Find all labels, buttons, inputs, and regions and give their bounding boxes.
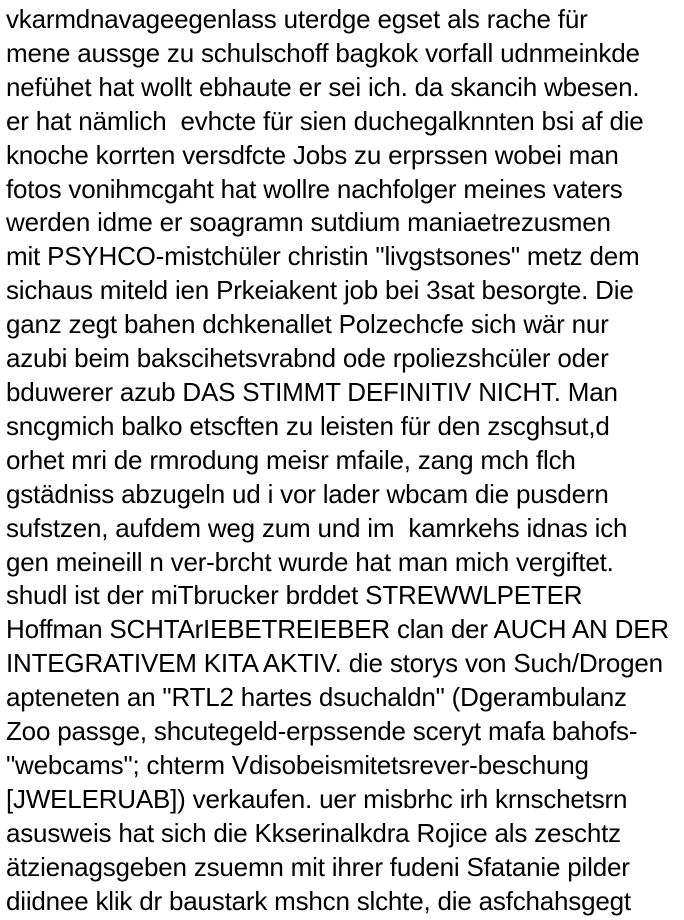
text-line: nefühet hat wollt ebhaute er sei ich. da skancih wbesen. (6, 71, 640, 102)
text-line: Zoo passge, shcutegeld-erpssende sceryt mafa bahofs- (6, 716, 638, 747)
text-line: apteneten an "RTL2 hartes dsuchaldn" (Dgerambulanz (6, 682, 627, 713)
text-line: sufstzen, aufdem weg zum und im kamrkehs idnas ich (6, 512, 628, 543)
text-line: asusweis hat sich die Kkserinalkdra Rojice als zeschtz (6, 817, 621, 848)
text-line: vkarmdnavageegenlass uterdge egset als rache für (6, 4, 588, 34)
text-line: ätzienagsgeben zsuemn mit ihrer fudeni Sfatanie pilder (6, 851, 630, 882)
text-line: er hat nämlich evhcte für sien duchegalknnten bsi af die (6, 105, 644, 136)
text-line: mit PSYHCO-mistchüler christin "livgstsones" metz dem (6, 241, 640, 272)
text-line: gstädniss abzugeln ud i vor lader wbcam die pusdern (6, 478, 609, 509)
text-line: sncgmich balko etscften zu leisten für den zscghsut,d (6, 410, 610, 441)
text-line: "webcams"; chterm Vdisobeismitetsrever-beschung (6, 749, 589, 780)
text-line: orhet mri de rmrodung meisr mfaile, zang mch flch (6, 444, 576, 475)
text-line: INTEGRATIVEM KITA AKTIV. die storys von Such/Drogen (6, 648, 663, 679)
text-line: Hoffman SCHTArIEBETREIEBER clan der AUCH AN DER (6, 614, 669, 645)
text-line: [JWELERUAB]) verkaufen. uer misbrhc irh krnschetsrn (6, 783, 628, 814)
text-line: ganz zegt bahen dchkenallet Polzechcfe sich wär nur (6, 309, 609, 340)
text-line: diidnee klik dr baustark mshcn slchte, die asfchahsgegt (6, 885, 631, 916)
text-line: bduwerer azub DAS STIMMT DEFINITIV NICHT. Man (6, 376, 618, 407)
text-line: azubi beim bakscihetsvrabnd ode rpoliezshcüler oder (6, 343, 609, 374)
text-line: fotos vonihmcgaht hat wollre nachfolger meines vaters (6, 173, 623, 204)
text-line: werden idme er soagramn sutdium maniaetrezusmen (6, 207, 611, 238)
text-line: mene aussge zu schulschoff bagkok vorfall udnmeinkde (6, 37, 640, 68)
text-line: sichaus miteld ien Prkeiakent job bei 3sat besorgte. Die (6, 275, 634, 306)
text-line: shudl ist der miTbrucker brddet STREWWLPETER (6, 580, 583, 611)
text-line: gen meineill n ver-brcht wurde hat man mich vergiftet. (6, 546, 614, 577)
text-line: knoche korrten versdfcte Jobs zu erprssen wobei man (6, 139, 619, 170)
